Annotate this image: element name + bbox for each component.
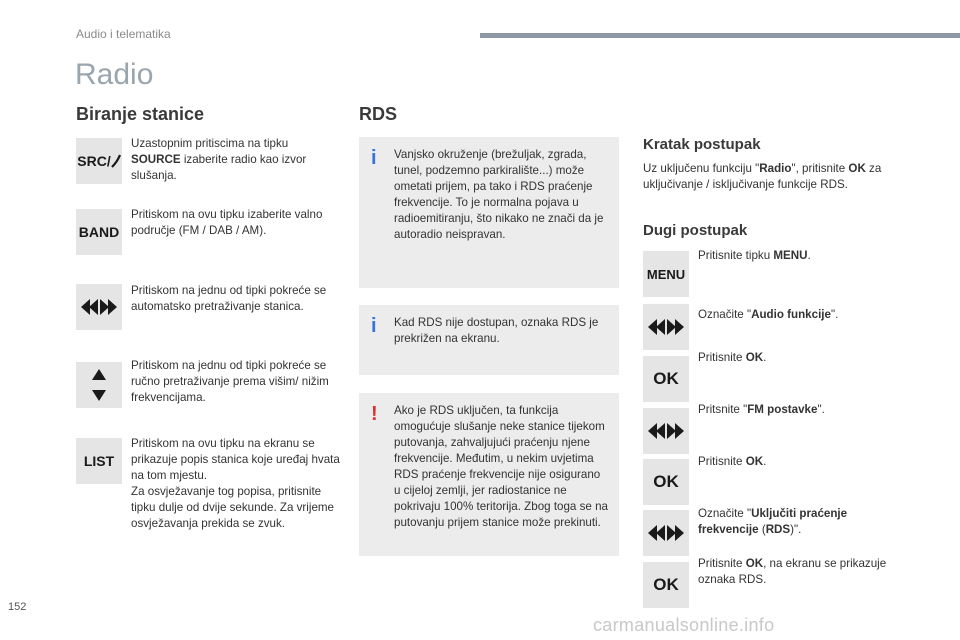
ok-key-icon: OK — [643, 562, 689, 608]
step-1-text: Pritisnite tipku MENU. — [698, 249, 811, 262]
list-key-icon: LIST — [76, 438, 122, 484]
page-title: Radio — [75, 58, 154, 91]
note-info-1 — [359, 137, 619, 288]
menu-key-icon: MENU — [643, 251, 689, 297]
item-src-text: Uzastopnim pritiscima na tipku SOURCE izaberite radio kao izvor slušanja. — [131, 137, 307, 182]
note-info-2 — [359, 305, 619, 375]
seek-arrows-icon — [643, 510, 689, 556]
note-info-2-text: Kad RDS nije dostupan, oznaka RDS je prekrižen na ekranu. — [394, 316, 599, 345]
step-2-text: Označite "Audio funkcije". — [698, 308, 839, 321]
info-icon: i — [371, 147, 377, 169]
step-3-text: Pritisnite OK. — [698, 351, 767, 364]
step-6-text: Označite "Uključiti praćenje frekvencije (RDS)". — [698, 507, 848, 536]
warning-icon: ! — [371, 403, 378, 425]
seek-arrows-icon — [643, 304, 689, 350]
up-down-arrows-icon — [76, 362, 122, 408]
seek-arrows-icon — [643, 408, 689, 454]
ok-key-icon: OK — [643, 459, 689, 505]
item-band-text: Pritiskom na ovu tipku izaberite valno područje (FM / DAB / AM). — [131, 208, 323, 237]
item-seek-text: Pritiskom na jednu od tipki pokreće se automatsko pretraživanje stanica. — [131, 284, 327, 313]
info-icon: i — [371, 315, 377, 337]
item-list-text: Pritiskom na ovu tipku na ekranu se prikazuje popis stanica koje uređaj hvata na tom mjestu. Za osvježavanje tog popisa, pritisnite tipku dulje od dvije sekunde. Za vrijeme osvježavanja prekida se zvuk. — [131, 437, 340, 530]
page-number: 152 — [8, 601, 27, 613]
heading-kratak-postupak: Kratak postupak — [643, 136, 761, 153]
heading-rds: RDS — [359, 104, 398, 124]
step-7-text: Pritisnite OK, na ekranu se prikazuje oznaka RDS. — [698, 557, 887, 586]
heading-dugi-postupak: Dugi postupak — [643, 222, 748, 239]
seek-arrows-icon — [76, 284, 122, 330]
step-4-text: Pritsnite "FM postavke". — [698, 403, 825, 416]
header-bar — [480, 33, 960, 38]
note-warning-text: Ako je RDS uključen, ta funkcija omogućuje slušanje neke stanice tijekom putovanja, zahvaljujući praćenju njene frekvencije. Međutim, u nekim uvjetima RDS praćenje frekvencije nije osigurano u cijeloj zemlji, jer radiostanice ne pokrivaju 100% teritorija. Zbog toga se na putovanju prijem stanice može prekinuti. — [394, 404, 608, 529]
kratak-text: Uz uključenu funkciju "Radio", pritisnite OK za uključivanje / isključivanje funkcije RDS. — [643, 162, 882, 191]
watermark: carmanualsonline.info — [593, 615, 775, 635]
note-info-1-text: Vanjsko okruženje (brežuljak, zgrada, tunel, podzemno parkiralište...) može ometati prijem, pa tako i RDS praćenje frekvencije. To je normalna pojava u radioemitiranju, što nikako ne znači da je autoradio neispravan. — [394, 148, 604, 241]
ok-key-icon: OK — [643, 356, 689, 402]
heading-biranje-stanice: Biranje stanice — [76, 104, 205, 124]
src-key-icon: SRC/ — [76, 138, 122, 184]
section-label: Audio i telematika — [76, 27, 171, 41]
step-5-text: Pritisnite OK. — [698, 455, 767, 468]
band-key-icon: BAND — [76, 209, 122, 255]
item-manual-text: Pritiskom na jednu od tipki pokreće se ručno pretraživanje prema višim/ nižim frekvencijama. — [131, 359, 329, 404]
note-warning — [359, 393, 619, 556]
